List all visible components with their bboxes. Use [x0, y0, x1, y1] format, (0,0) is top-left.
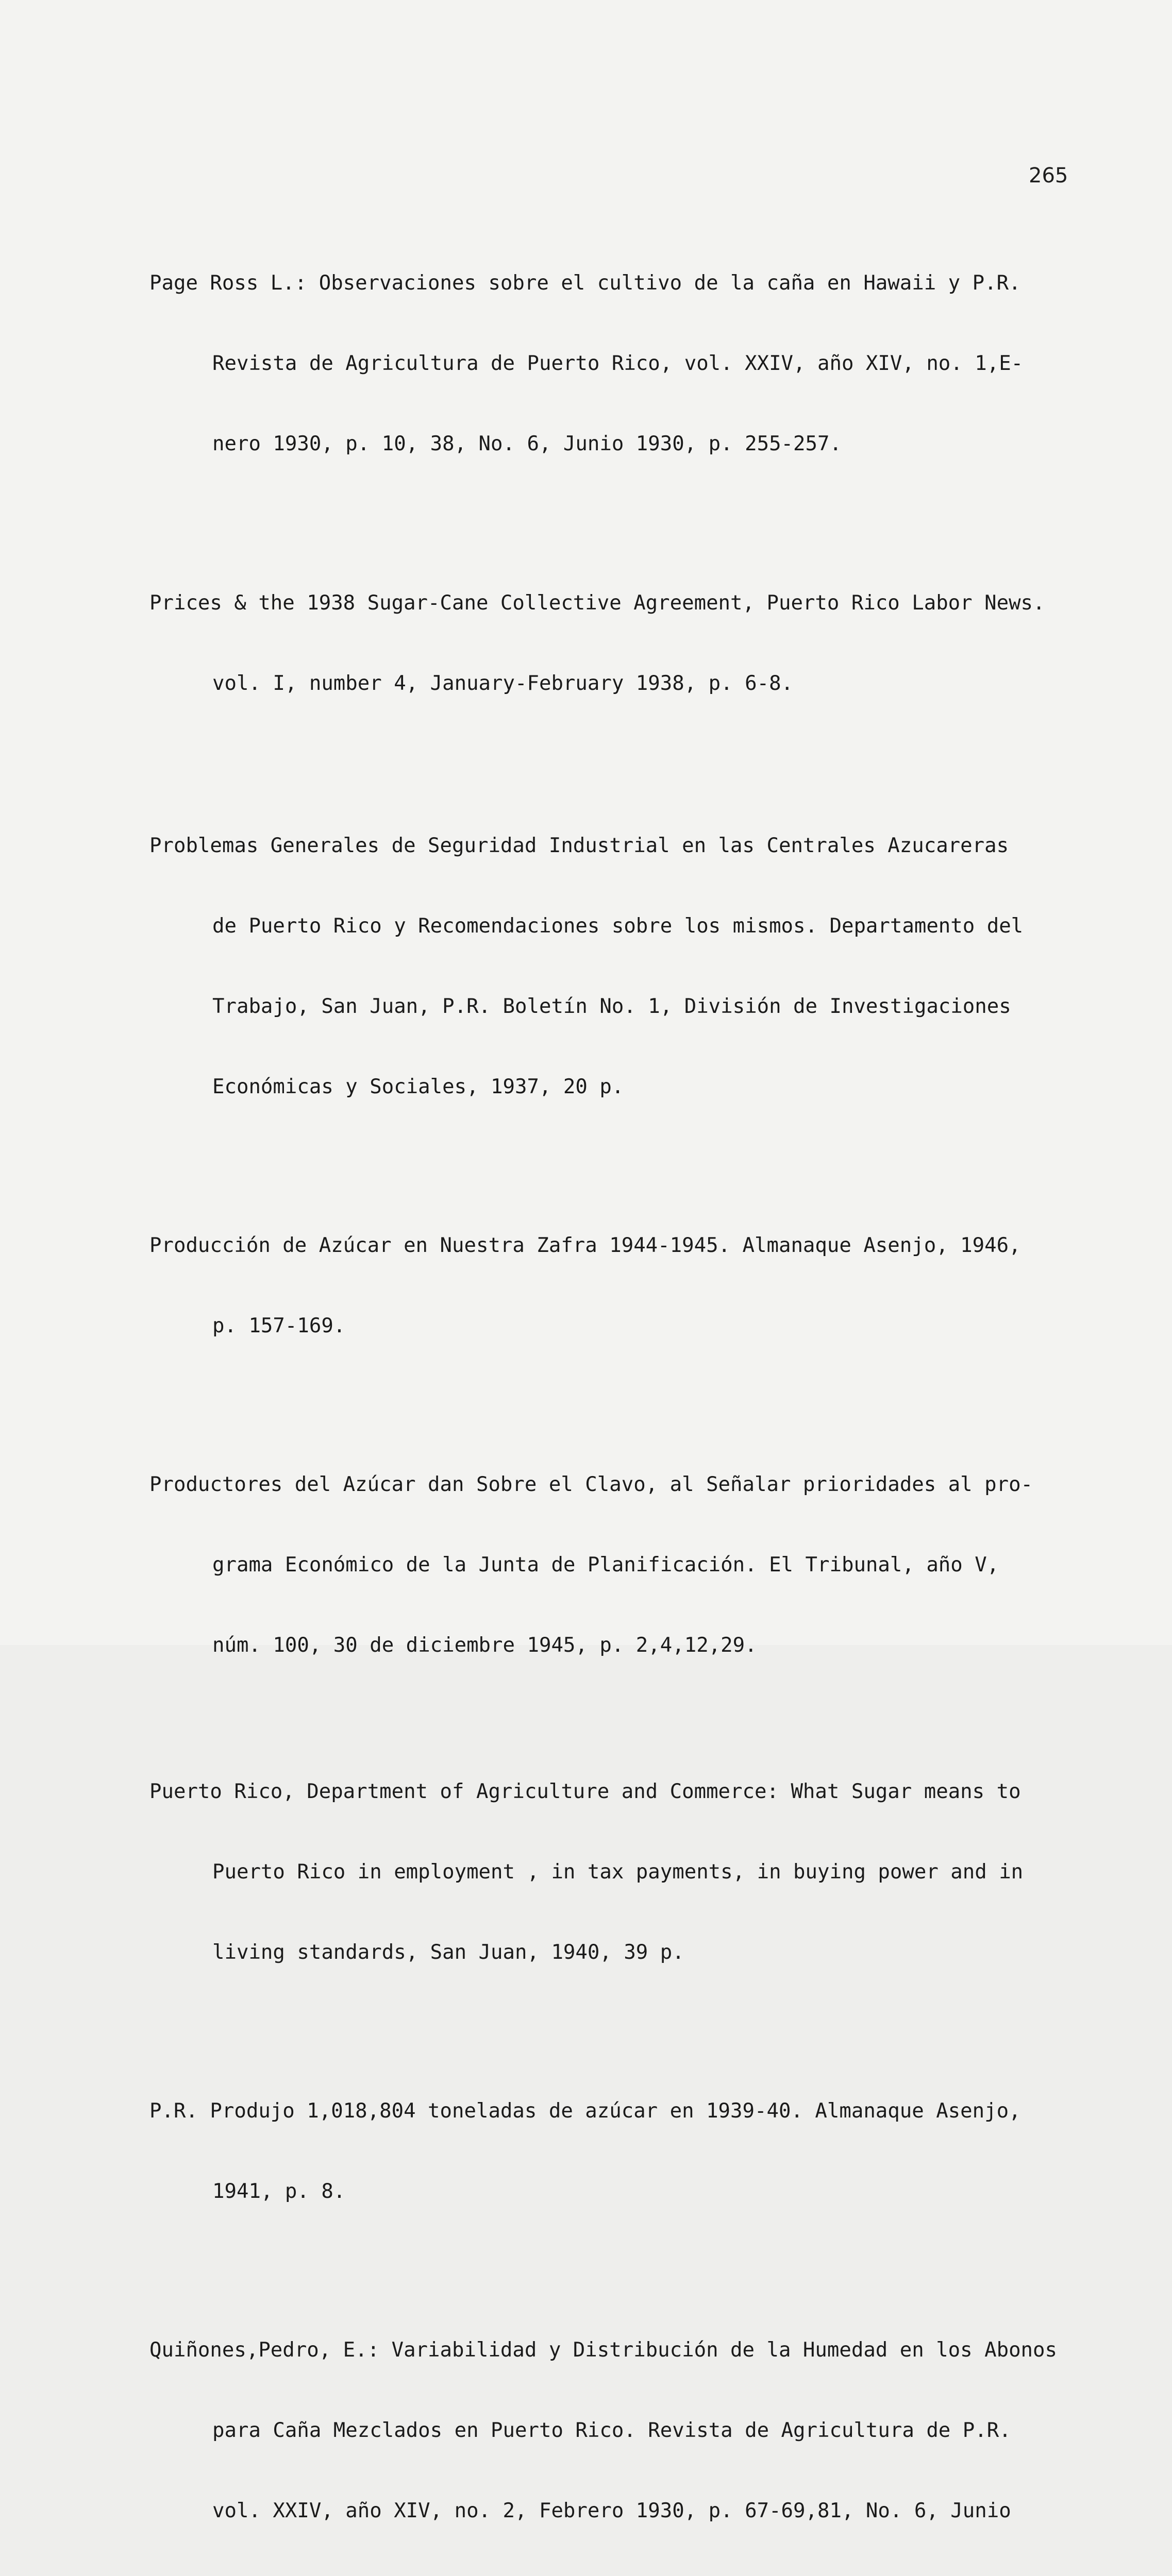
- entry-line: núm. 100, 30 de diciembre 1945, p. 2,4,12,29.: [212, 1634, 757, 1657]
- bibliography-entry: [149, 779, 1118, 1154]
- entry-line: Prices & the 1938 Sugar-Cane Collective Agreement, Puerto Rico Labor News.: [149, 591, 1045, 615]
- entry-line: Quiñones,Pedro, E.: Variabilidad y Distribución de la Humedad en los Abonos: [149, 2338, 1057, 2362]
- entry-line: 1941, p. 8.: [212, 2180, 346, 2203]
- entry-line: Problemas Generales de Seguridad Industrial en las Centrales Azucareras: [149, 834, 1009, 857]
- entry-line: P.R. Produjo 1,018,804 toneladas de azúcar en 1939-40. Almanaque Asenjo,: [149, 2099, 1021, 2123]
- entry-line: Puerto Rico, Department of Agriculture and Commerce: What Sugar means to: [149, 1780, 1021, 1803]
- entry-line: Puerto Rico in employment , in tax payments, in buying power and in: [212, 1860, 1024, 1884]
- bibliography-entry: [149, 1418, 1118, 1713]
- entry-line: grama Económico de la Junta de Planificación. El Tribunal, año V,: [212, 1553, 999, 1577]
- bibliography-list: [149, 216, 1118, 2576]
- bibliography-entry: [149, 2283, 1118, 2576]
- entry-line: nero 1930, p. 10, 38, No. 6, Junio 1930, p. 255-257.: [212, 432, 842, 455]
- bibliography-entry: [149, 2044, 1118, 2259]
- page-number: 265: [1029, 164, 1068, 188]
- bibliography-entry: [149, 536, 1118, 751]
- entry-line: p. 157-169.: [212, 1314, 346, 1337]
- entry-line: de Puerto Rico y Recomendaciones sobre los mismos. Departamento del: [212, 914, 1024, 938]
- entry-line: Revista de Agricultura de Puerto Rico, vol. XXIV, año XIV, no. 1,E-: [212, 352, 1024, 375]
- bibliography-entry: [149, 216, 1118, 511]
- bibliography-entry: [149, 1725, 1118, 2020]
- entry-line: Trabajo, San Juan, P.R. Boletín No. 1, División de Investigaciones: [212, 995, 1011, 1018]
- entry-line: Económicas y Sociales, 1937, 20 p.: [212, 1075, 624, 1098]
- entry-line: living standards, San Juan, 1940, 39 p.: [212, 1941, 684, 1964]
- entry-line: vol. I, number 4, January-February 1938, p. 6-8.: [212, 672, 794, 695]
- entry-line: Producción de Azúcar en Nuestra Zafra 1944-1945. Almanaque Asenjo, 1946,: [149, 1234, 1021, 1257]
- entry-line: Productores del Azúcar dan Sobre el Clavo, al Señalar prioridades al pro-: [149, 1473, 1033, 1496]
- entry-line: vol. XXIV, año XIV, no. 2, Febrero 1930, p. 67-69,81, No. 6, Junio: [212, 2499, 1011, 2522]
- bibliography-entry: [149, 1179, 1118, 1393]
- entry-line: para Caña Mezclados en Puerto Rico. Revista de Agricultura de P.R.: [212, 2419, 1011, 2442]
- entry-line: Page Ross L.: Observaciones sobre el cultivo de la caña en Hawaii y P.R.: [149, 272, 1021, 295]
